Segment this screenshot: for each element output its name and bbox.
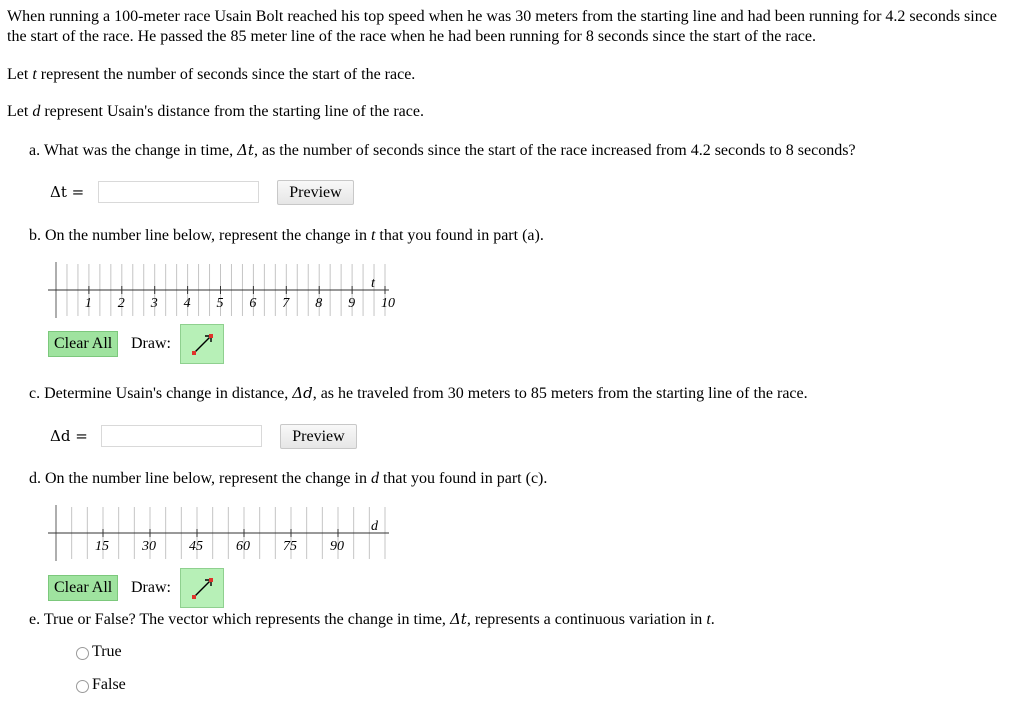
preview-button-a[interactable]: Preview: [277, 180, 354, 205]
draw-vector-tool-d[interactable]: [180, 568, 224, 608]
tick-label: 15: [95, 539, 109, 554]
radio-false-label[interactable]: False: [92, 676, 126, 693]
number-line-t-svg[interactable]: [48, 262, 393, 318]
clear-all-button-b[interactable]: Clear All: [48, 331, 118, 357]
let-t-statement: Let t represent the number of seconds since the start of the race.: [7, 66, 416, 83]
radio-false[interactable]: [76, 680, 89, 693]
tick-label: 75: [283, 539, 297, 554]
axis-variable-label: d: [371, 519, 378, 534]
radio-true-label[interactable]: True: [92, 643, 122, 660]
tick-label: 90: [330, 539, 344, 554]
tick-label: 60: [236, 539, 250, 554]
vector-arrow-icon: [181, 325, 223, 363]
part-b-question: b. On the number line below, represent the change in t that you found in part (a).: [29, 227, 544, 244]
number-line-t[interactable]: [48, 262, 393, 318]
tick-label: 4: [183, 296, 191, 311]
draw-label-b: Draw:: [131, 335, 171, 352]
problem-intro: When running a 100-meter race Usain Bolt reached his top speed when he was 30 meters from the starting line and had been running for 4.2 seconds since the start of the race. He passed the 85 meter line of the race when he had been running for 8 seconds since the start of the race.: [7, 8, 997, 45]
tick-label: 6: [249, 296, 257, 311]
part-a-question: a. What was the change in time, Δt, as the number of seconds since the start of the race increased from 4.2 seconds to 8 seconds?: [29, 141, 856, 159]
tick-label: 5: [216, 296, 224, 311]
part-d-question: d. On the number line below, represent the change in d that you found in part (c).: [29, 470, 548, 487]
draw-label-d: Draw:: [131, 579, 171, 596]
tick-label: 7: [282, 296, 290, 311]
number-line-d[interactable]: [48, 505, 393, 561]
tick-label: 1: [84, 296, 92, 311]
axis-variable-label: t: [371, 276, 375, 291]
radio-true[interactable]: [76, 647, 89, 660]
delta-t-label: Δt =: [50, 183, 85, 201]
delta-d-label: Δd =: [50, 427, 88, 445]
part-c-question: c. Determine Usain's change in distance, Δd, as he traveled from 30 meters to 85 meters from the starting line of the race.: [29, 384, 808, 402]
tick-label: 8: [315, 296, 323, 311]
tick-label: 2: [117, 296, 125, 311]
draw-vector-tool-b[interactable]: [180, 324, 224, 364]
number-line-d-svg[interactable]: [48, 505, 393, 561]
tick-label: 30: [142, 539, 156, 554]
clear-all-button-d[interactable]: Clear All: [48, 575, 118, 601]
let-d-statement: Let d represent Usain's distance from the starting line of the race.: [7, 103, 424, 120]
tick-label: 9: [348, 296, 356, 311]
vector-arrow-icon: [181, 569, 223, 607]
tick-label: 3: [150, 296, 158, 311]
tick-label: 45: [189, 539, 203, 554]
tick-label: 10: [381, 296, 395, 311]
preview-button-c[interactable]: Preview: [280, 424, 357, 449]
part-e-question: e. True or False? The vector which represents the change in time, Δt, represents a continuous variation in t.: [29, 610, 715, 628]
delta-t-input[interactable]: [98, 181, 259, 203]
delta-d-input[interactable]: [101, 425, 262, 447]
